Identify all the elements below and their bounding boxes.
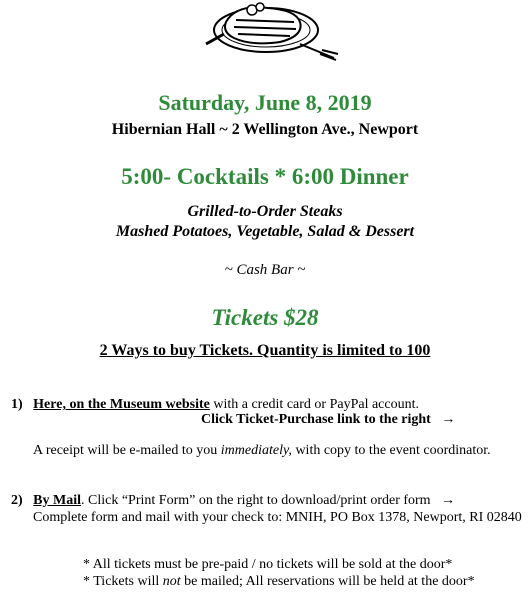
option1-rest: with a credit card or PayPal account. xyxy=(209,397,419,412)
cash-bar-note: ~ Cash Bar ~ xyxy=(224,262,306,278)
ticket-price: Tickets $28 xyxy=(211,305,319,330)
receipt-text-italic: immediately, xyxy=(220,443,292,458)
option1-number: 1) xyxy=(11,397,23,412)
event-venue: Hibernian Hall ~ 2 Wellington Ave., Newport xyxy=(111,121,419,138)
ways-heading: 2 Ways to buy Tickets. Quantity is limited to 100 xyxy=(99,342,431,359)
mail-instructions: Complete form and mail with your check to: MNIH, PO Box 1378, Newport, RI 02840 xyxy=(33,510,522,525)
option1-instruction-line xyxy=(201,412,455,428)
menu-line-1: Grilled-to-Order Steaks xyxy=(187,203,343,220)
event-date: Saturday, June 8, 2019 xyxy=(158,90,372,115)
option2-line xyxy=(11,493,455,509)
arrow-right-icon: → xyxy=(441,412,456,427)
receipt-line xyxy=(33,443,491,459)
receipt-text-a: A receipt will be e-mailed to you xyxy=(33,443,221,458)
event-times: 5:00- Cocktails * 6:00 Dinner xyxy=(121,164,409,189)
museum-website-link[interactable]: Here, on the Museum website xyxy=(33,397,210,412)
menu-line-2: Mashed Potatoes, Vegetable, Salad & Dessert xyxy=(115,223,415,240)
ticket-purchase-instruction: Click Ticket-Purchase link to the right xyxy=(201,412,431,427)
option2-number: 2) xyxy=(11,493,23,508)
option1-line xyxy=(11,397,419,413)
steak-dinner-plate-icon xyxy=(196,0,341,68)
held-at-door-note xyxy=(83,574,475,590)
by-mail-label: By Mail xyxy=(33,493,82,508)
note2-text-italic: not xyxy=(162,574,181,589)
prepaid-note: * All tickets must be pre-paid / no tickets will be sold at the door* xyxy=(83,557,453,572)
receipt-text-b: with copy to the event coordinator. xyxy=(291,443,491,458)
arrow-right-icon: → xyxy=(441,493,456,508)
option2-rest: . Click “Print Form” on the right to download/print order form xyxy=(81,493,431,508)
note2-text-a: * Tickets will xyxy=(83,574,163,589)
note2-text-b: be mailed; All reservations will be held at the door* xyxy=(180,574,475,589)
